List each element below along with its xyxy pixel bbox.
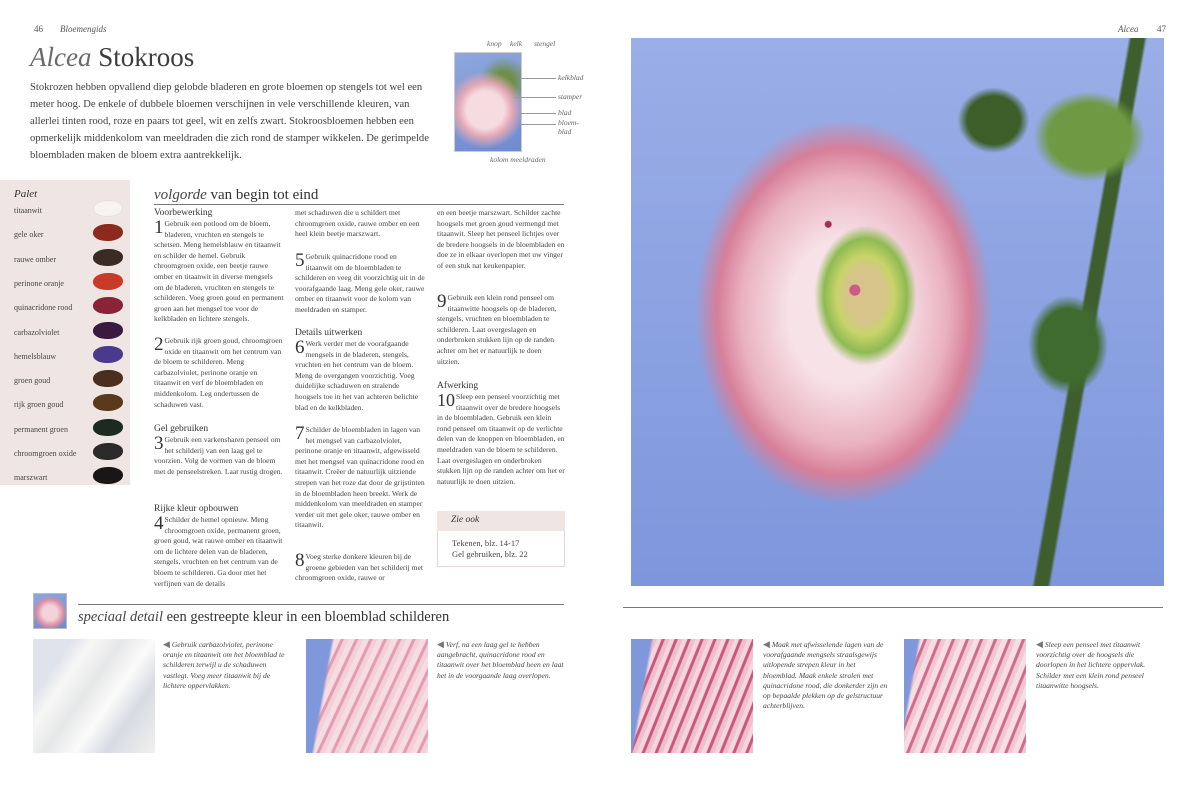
palette-color-name: chroomgroen oxide: [14, 449, 77, 458]
step-number: 1: [154, 217, 164, 238]
arrow-icon: ◀: [163, 639, 170, 649]
label-knop: knop: [487, 39, 502, 48]
step-number: 5: [295, 250, 305, 271]
step-7: [295, 425, 425, 531]
step-text: Schilder de hemel opnieuw. Meng chroomgroen oxide, permanent groen, groen goud, wat rauwe omber en titaanwit om de lichtere delen van de bladeren, stengels, vruchten en het centrum van de bloem te schilderen. Ga door met het verfijnen van de details: [154, 515, 283, 588]
step-number: 3: [154, 433, 164, 454]
label-kelk: kelk: [510, 39, 523, 48]
sequence-heading: [154, 187, 318, 204]
step-text: Gebruik een potlood om de bloem, bladeren, vruchten en stengels te schetsen. Meng hemelsblauw en titaanwit en schilder de hemel. Gebruik chroomgroen oxide, een beetje rauwe omber en titaanwit in diverse mengsels om de bladeren, vruchten en stengels te schilderen. Voeg groen goud en permanent groen aan het mengsel toe voor de kelkbladen en lichtere stengels.: [154, 219, 284, 324]
intro-text: Stokrozen hebben opvallend diep gelobde bladeren en grote bloemen op stengels tot wel een meter hoog. De enkele of dubbele bloemen verschijnen in vele verschillende kleuren, van allerlei tinten rood, roze en paars tot geel, wit en zelfs zwart. Stokroosbloemen hebben een opmerkelijk middenkolom van meeldraden die zich rond de stamper wikkelen. De gerimpelde bloembladen maken de bloem extra aantrekkelijk.: [30, 82, 429, 161]
step-text: Gebruik een varkensharen penseel om het schilderij van een laag gel te voorzien. Volg de vormen van de bloem met de penseelstreken. Laat rustig drogen.: [154, 435, 283, 476]
arrow-icon: ◀: [1036, 639, 1043, 649]
step-text: met schaduwen die u schildert met chroomgroen oxide, rauwe omber en een heel klein beetje marszwart.: [295, 208, 420, 239]
step-number: 8: [295, 550, 305, 571]
page-number-right: 47: [1157, 24, 1166, 34]
step-text: Schilder de bloembladen in lagen van het mengsel van carbazolviolet, perinone oranje en titaanwit, afgewisseld met het mengsel van quinacridone rood en titaanwit. Creëer de natuurlijk uitziende strepen van het roze dat door de grijstinten in de bloembladen heen breekt. Werk de middenkolom van meeldraden en stamper verder uit met gele oker, rauwe omber en titaanwit.: [295, 425, 425, 530]
label-kelkblad: kelkblad: [558, 73, 584, 82]
detail-caption-1: [163, 639, 293, 691]
step-number: 9: [437, 291, 447, 312]
step-4-continued: [295, 208, 425, 240]
sequence-rule: [154, 204, 564, 205]
palette-swatch: [93, 419, 123, 436]
label-kolom-meeldraden: kolom meeldraden: [490, 155, 546, 164]
palette-swatch: [93, 224, 123, 241]
page-number-left: 46: [34, 24, 43, 34]
palette-color-name: hemelsblauw: [14, 351, 57, 361]
flower-diagram-image: [454, 52, 522, 152]
palette-swatch: [93, 346, 123, 363]
detail-thumbnail: [33, 593, 67, 629]
step-2: [154, 336, 284, 410]
step-3: [154, 435, 284, 477]
detail-image-1: [33, 639, 155, 753]
arrow-icon: ◀: [763, 639, 770, 649]
see-also-header: [437, 511, 565, 531]
step-number: 4: [154, 513, 164, 534]
step-8: [295, 552, 425, 584]
palette-swatch: [93, 297, 123, 314]
arrow-icon: ◀: [437, 639, 444, 649]
detail-caption-2: [437, 639, 565, 681]
page-title: [30, 42, 194, 73]
label-stamper: stamper: [558, 92, 583, 101]
palette-color-name: rauwe omber: [14, 254, 56, 264]
palette-panel: [0, 180, 130, 485]
caption-text: Maak met afwisselende lagen van de voorafgaande mengsels straalsgewijs uitlopende strepen kleur in het bloemblad. Maak enkele stralen met quinacridone rood, die donkerder zijn en op bepaalde plekken op de gelstructuur achterblijven.: [763, 640, 888, 711]
detail-caption-4: [1036, 639, 1164, 691]
label-bloemblad: bloem- blad: [558, 118, 579, 136]
leader-line: [520, 124, 556, 125]
running-head-right: Alcea: [1118, 24, 1139, 34]
label-blad: blad: [558, 108, 572, 117]
palette-swatch: [93, 273, 123, 290]
palette-color-name: titaanwit: [14, 206, 42, 215]
step-text: Gebruik rijk groen goud, chroomgroen oxide en titaanwit om het centrum van de bloem te schilderen. Meng carbazolviolet, perinone oranje en titaanwit en verf de bloembladen en middenkolom. Leg ondertussen de schaduwen vast.: [154, 336, 283, 409]
caption-text: Sleep een penseel met titaanwit voorzichtig over de hoogsels die doorlopen in het lichtere oppervlak. Schilder met een klein rond penseel titaanwitte hoogsels.: [1036, 640, 1146, 690]
title-latin: Alcea: [30, 42, 92, 72]
right-page-rule: [623, 607, 1163, 608]
detail-heading-italic: speciaal detail: [78, 609, 163, 625]
step-number: 10: [437, 390, 455, 410]
step-4: [154, 515, 284, 589]
caption-text: Verf, na een laag gel te hebben aangebracht, quinacridone rood en titaanwit over het bloemblad heen en laat het in de voorgaande laag overlopen.: [437, 640, 564, 680]
detail-rule: [78, 604, 564, 605]
palette-color-name: rijk groen goud: [14, 400, 64, 410]
detail-caption-3: [763, 639, 891, 711]
palette-color-name: groen goud: [14, 376, 51, 386]
palette-title: Palet: [14, 188, 38, 200]
leader-line: [520, 78, 556, 79]
step-number: 7: [295, 423, 305, 444]
palette-color-name: permanent groen: [14, 424, 68, 434]
subheading-rijke-kleur: Rijke kleur opbouwen: [154, 504, 239, 514]
detail-heading: [78, 609, 449, 626]
running-head-left: Bloemengids: [60, 24, 107, 34]
step-1: [154, 219, 284, 325]
label-stengel: stengel: [534, 39, 556, 48]
detail-image-3: [631, 639, 753, 753]
see-also-link-1[interactable]: Tekenen, blz. 14-17: [452, 538, 520, 548]
palette-color-name: carbazolviolet: [14, 327, 60, 337]
step-number: 6: [295, 337, 305, 358]
see-also-box: [437, 531, 565, 567]
subheading-details: Details uitwerken: [295, 328, 363, 338]
leader-line: [514, 97, 556, 98]
title-dutch: Stokroos: [98, 42, 195, 72]
subheading-afwerking: Afwerking: [437, 381, 479, 391]
leader-line: [520, 113, 556, 114]
palette-color-name: marszwart: [14, 473, 48, 483]
step-9: [437, 293, 565, 367]
step-text: Voeg sterke donkere kleuren bij de groene gebieden van het schilderij met chroomgroen oxide, rauwe or: [295, 552, 423, 583]
palette-swatch: [93, 394, 123, 411]
palette-swatch: [93, 467, 123, 484]
step-text: Werk verder met de voorafgaande mengsels in de bladeren, stengels, vruchten en het centrum van de bloem. Meng de overgangen voorzichtig. Voeg duidelijke schaduwen en stralende hoogsels toe in het van achteren belichte blad en de kelkbladen.: [295, 339, 419, 412]
step-6: [295, 339, 425, 413]
palette-color-name: perinone oranje: [14, 278, 64, 288]
see-also-title: Zie ook: [451, 515, 480, 525]
sequence-heading-italic: volgorde: [154, 187, 207, 203]
sequence-heading-rest: van begin tot eind: [210, 187, 319, 203]
hollyhock-painting: [631, 38, 1164, 586]
detail-heading-rest: een gestreepte kleur in een bloemblad schilderen: [166, 609, 450, 625]
palette-swatch: [93, 322, 123, 339]
step-8-continued: [437, 208, 565, 272]
step-text: Gebruik quinacridone rood en titaanwit om de bloembladen te schilderen en veeg dit voorzichtig uit in de voorafgaande laag. Meng gele oker, rauwe omber en titaanwit voor de kolom van meeldraden en stamper.: [295, 252, 425, 314]
step-number: 2: [154, 334, 164, 355]
caption-text: Gebruik carbazolviolet, perinone oranje en titaanwit om het bloemblad te schilderen terwijl u de schaduwen vastlegt. Voeg meer titaanwit bij de lichtere oppervlakken.: [163, 640, 285, 690]
step-text: Sleep een penseel voorzichtig met titaanwit over de bredere hoogsels in de bloembladen. Gebruik een klein rond penseel om titaanwit op de verlichte delen van de knoppen en bloembladen, en meeldraden van de bloem te schilderen. Laat overgeslagen en onderbroken stukken lijn op de randen achter om het er natuurlijk te doen uitzien.: [437, 392, 565, 486]
detail-image-4: [904, 639, 1026, 753]
subheading-gel-gebruiken: Gel gebruiken: [154, 424, 209, 434]
palette-color-name: gele oker: [14, 230, 44, 240]
palette-swatch: [93, 443, 123, 460]
palette-swatch: [93, 200, 123, 217]
palette-swatch: [93, 249, 123, 266]
step-10: [437, 392, 565, 487]
subheading-voorbewerking: Voorbewerking: [154, 208, 213, 218]
step-5: [295, 252, 425, 316]
detail-image-2: [306, 639, 428, 753]
palette-color-name: quinacridone rood: [14, 303, 73, 313]
step-text: Gebruik een klein rond penseel om titaanwitte hoogsels op de bladeren, stengels, vruchten en bloembladen te schilderen. Laat overgeslagen en onderbroken stukken lijn op de randen achter om het er natuurlijk te doen uitzien.: [437, 293, 557, 366]
see-also-link-2[interactable]: Gel gebruiken, blz. 22: [452, 549, 528, 559]
palette-swatch: [93, 370, 123, 387]
step-text: en een beetje marszwart. Schilder zachte hoogsels met groen goud vermengd met titaanwit. Sleep het penseel lichtjes over de bredere hoogsels in de bloembladen en doe ze in elkaar overlopen met uw vinger of een stuk nat keukenpapier.: [437, 208, 565, 270]
